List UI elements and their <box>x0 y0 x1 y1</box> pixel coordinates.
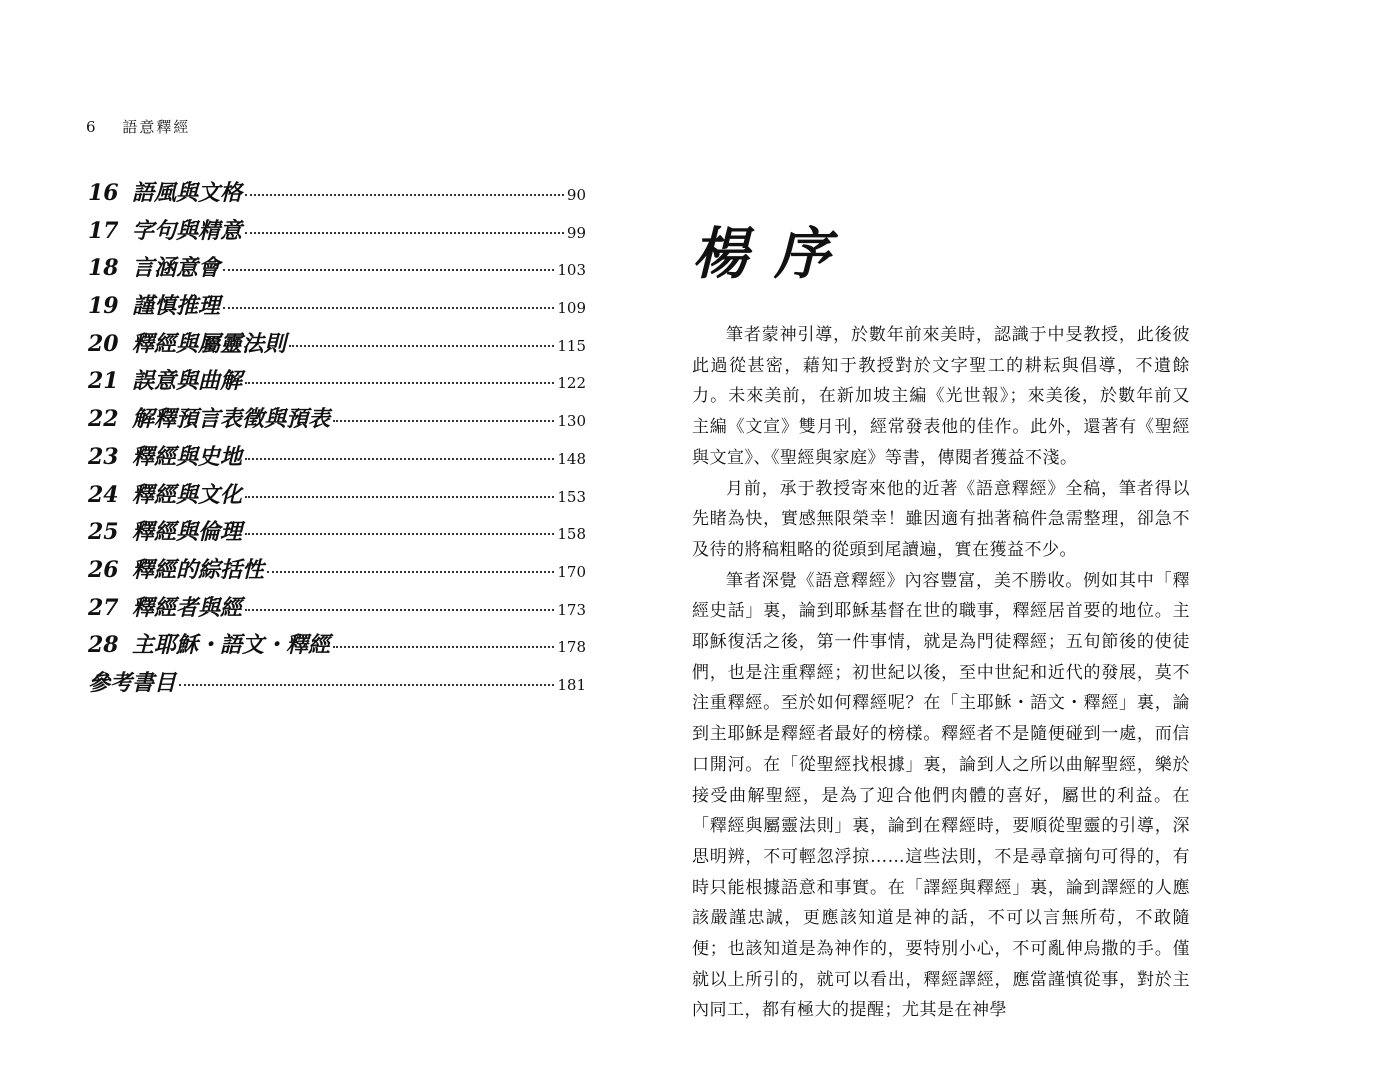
toc-title: 釋經與史地 <box>132 443 243 470</box>
toc-entry[interactable] <box>88 176 586 214</box>
toc-entry[interactable] <box>88 364 586 402</box>
toc-title: 主耶穌・語文・釋經 <box>132 632 331 659</box>
toc-number: 25 <box>88 519 119 546</box>
toc-entry[interactable] <box>88 440 586 478</box>
toc-page: 130 <box>557 412 586 431</box>
dot-leader <box>267 571 554 573</box>
toc-page: 153 <box>557 487 586 506</box>
toc-page: 158 <box>557 525 586 544</box>
dot-leader <box>289 345 554 347</box>
toc-page: 99 <box>566 223 586 242</box>
toc-title: 釋經者與經 <box>132 594 243 621</box>
toc-number: 17 <box>88 217 119 244</box>
preface-body <box>692 320 1190 1026</box>
toc-page: 90 <box>566 186 586 204</box>
toc-entry-bibliography[interactable] <box>88 666 586 704</box>
dot-leader <box>179 684 554 686</box>
toc-entry[interactable] <box>88 402 586 440</box>
toc-number: 20 <box>88 330 119 357</box>
toc-entry[interactable] <box>88 251 586 289</box>
dot-leader <box>223 307 554 309</box>
toc-title: 釋經與倫理 <box>132 519 243 546</box>
toc-number: 24 <box>88 481 119 508</box>
toc-entry[interactable] <box>88 327 586 365</box>
toc-title: 釋經的綜括性 <box>132 556 265 583</box>
toc-page: 170 <box>557 562 586 581</box>
dot-leader <box>333 646 554 648</box>
toc-page: 148 <box>557 449 586 468</box>
dot-leader <box>245 232 564 234</box>
toc-page: 103 <box>557 261 586 280</box>
toc-page: 109 <box>557 299 586 318</box>
toc-number: 27 <box>88 594 119 621</box>
page-number: 6 <box>86 118 98 136</box>
toc-title: 解釋預言表徵與預表 <box>132 406 331 433</box>
table-of-contents <box>88 176 586 704</box>
preface-paragraph: 月前，承于教授寄來他的近著《語意釋經》全稿，筆者得以先睹為快，實感無限榮幸！雖因適有拙著稿件急需整理，卻急不及待的將稿粗略的從頭到尾讀遍，實在獲益不少。 <box>692 478 1190 560</box>
toc-title: 參考書目 <box>88 669 177 696</box>
toc-number: 16 <box>88 180 119 206</box>
dot-leader <box>245 609 554 611</box>
dot-leader <box>245 496 554 498</box>
toc-entry[interactable] <box>88 478 586 516</box>
toc-number: 28 <box>88 632 119 659</box>
dot-leader <box>245 458 554 460</box>
toc-title: 謹慎推理 <box>132 293 221 320</box>
dot-leader <box>333 420 554 422</box>
toc-entry[interactable] <box>88 628 586 666</box>
toc-entry[interactable] <box>88 289 586 327</box>
toc-title: 釋經與文化 <box>132 481 243 508</box>
toc-entry[interactable] <box>88 515 586 553</box>
dot-leader <box>245 533 554 535</box>
toc-title: 語風與文格 <box>132 180 243 206</box>
left-page <box>0 0 640 1084</box>
dot-leader <box>245 382 554 384</box>
toc-number: 23 <box>88 443 119 470</box>
toc-number: 22 <box>88 406 119 433</box>
toc-page: 173 <box>557 600 586 619</box>
toc-entry[interactable] <box>88 214 586 252</box>
running-header <box>86 116 190 137</box>
dot-leader <box>245 194 564 196</box>
toc-number: 18 <box>88 255 119 282</box>
right-page <box>640 0 1400 1084</box>
toc-title: 字句與精意 <box>132 217 243 244</box>
toc-number: 19 <box>88 293 119 320</box>
toc-page: 181 <box>557 675 586 694</box>
toc-number: 21 <box>88 368 119 395</box>
toc-page: 178 <box>557 638 586 657</box>
toc-number: 26 <box>88 556 119 583</box>
toc-title: 釋經與屬靈法則 <box>132 330 287 357</box>
toc-entry[interactable] <box>88 553 586 591</box>
preface-title: 楊序 <box>692 221 856 287</box>
toc-page: 115 <box>557 336 586 355</box>
toc-page: 122 <box>557 374 586 393</box>
toc-title: 言涵意會 <box>132 255 221 282</box>
book-title: 語意釋經 <box>122 118 191 136</box>
toc-title: 誤意與曲解 <box>132 368 243 395</box>
dot-leader <box>223 269 554 271</box>
toc-entry[interactable] <box>88 591 586 629</box>
preface-paragraph: 筆者深覺《語意釋經》內容豐富，美不勝收。例如其中「釋經史話」裏，論到耶穌基督在世的職事，釋經居首要的地位。主耶穌復活之後，第一件事情，就是為門徒釋經；五旬節後的使徒們，也是注重釋經；初世紀以後，至中世紀和近代的發展，莫不注重釋經。至於如何釋經呢？在「主耶穌・語文・釋經」裏，論到主耶穌是釋經者最好的榜樣。釋經者不是隨便碰到一處，而信口開河。在「從聖經找根據」裏，論到人之所以曲解聖經，樂於接受曲解聖經，是為了迎合他們肉體的喜好，屬世的利益。在「釋經與屬靈法則」裏，論到在釋經時，要順從聖靈的引導，深思明辨，不可輕忽浮掠……這些法則，不是尋章摘句可得的，有時只能根據語意和事實。在「譯經與釋經」裏，論到譯經的人應該嚴謹忠誠，更應該知道是神的話，不可以言無所苟，不敢隨便；也該知道是為神作的，要特別小心，不可亂伸烏撒的手。僅就以上所引的，就可以看出，釋經譯經，應當謹慎從事，對於主內同工，都有極大的提醒；尤其是在神學 <box>692 570 1190 1021</box>
preface-paragraph: 筆者蒙神引導，於數年前來美時，認識于中旻教授，此後彼此過從甚密，藉知于教授對於文字聖工的耕耘與倡導，不遺餘力。未來美前，在新加坡主編《光世報》；來美後，於數年前又主編《文宣》雙月刊，經常發表他的佳作。此外，還著有《聖經與文宣》、《聖經與家庭》等書，傳閱者獲益不淺。 <box>692 325 1190 468</box>
